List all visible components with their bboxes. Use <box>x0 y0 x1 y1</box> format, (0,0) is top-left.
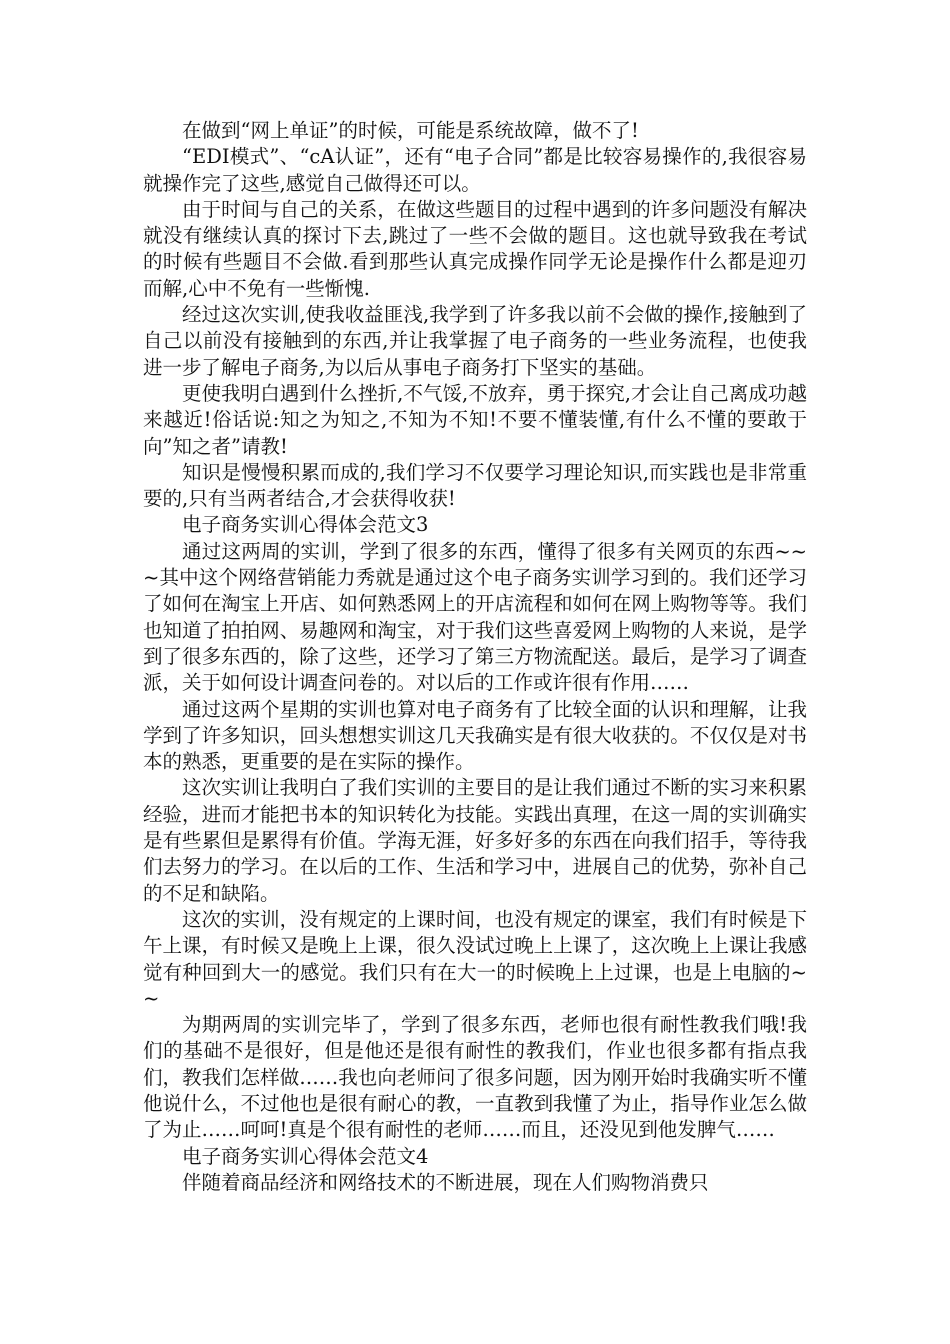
paragraph: 经过这次实训,使我收益匪浅,我学到了许多我以前不会做的操作,接触到了自己以前没有接触到的东西,并让我掌握了电子商务的一些业务流程，也使我进一步了解电子商务,为以后从事电子商务打下坚实的基础。 <box>143 303 807 379</box>
paragraph: 为期两周的实训完毕了，学到了很多东西，老师也很有耐性教我们哦!我们的基础不是很好，但是他还是很有耐性的教我们，作业也很多都有指点我们，教我们怎样做……我也向老师问了很多问题，因为刚开始时我确实听不懂他说什么，不过他也是很有耐心的教，一直教到我懂了为止，指导作业怎么做了为止……呵呵!真是个很有耐性的老师……而且，还没见到他发脾气…… <box>143 1013 807 1142</box>
paragraph: 更使我明白遇到什么挫折,不气馁,不放弃，勇于探究,才会让自己离成功越来越近!俗话说:知之为知之,不知为不知!不要不懂装懂,有什么不懂的要敢于向”知之者”请教! <box>143 381 807 458</box>
paragraph: 通过这两周的实训，学到了很多的东西，懂得了很多有关网页的东西~~~其中这个网络营销能力秀就是通过这个电子商务实训学习到的。我们还学习了如何在淘宝上开店、如何熟悉网上的开店流程和如何在网上购物等等。我们也知道了拍拍网、易趣网和淘宝，对于我们这些喜爱网上购物的人来说，是学到了很多东西的，除了这些，还学习了第三方物流配送。最后，是学习了调查派，关于如何设计调查问卷的。对以后的工作或许很有作用…… <box>143 539 807 695</box>
document-body <box>143 118 807 1196</box>
paragraph: 在做到“网上单证”的时候，可能是系统故障，做不了! <box>182 119 639 142</box>
paragraph: 这次的实训，没有规定的上课时间，也没有规定的课室，我们有时候是下午上课，有时候又是晚上上课，很久没试过晚上上课了，这次晚上上课让我感觉有种回到大一的感觉。我们只有在大一的时候晚上上过课，也是上电脑的~~ <box>143 907 807 1010</box>
section-heading: 电子商务实训心得体会范文4 <box>182 1144 429 1168</box>
paragraph: 伴随着商品经济和网络技术的不断进展，现在人们购物消费只 <box>182 1170 709 1194</box>
paragraph: 知识是慢慢积累而成的,我们学习不仅要学习理论知识,而实践也是非常重要的,只有当两者结合,才会获得收获! <box>143 460 807 511</box>
paragraph: 由于时间与自己的关系，在做这些题目的过程中遇到的许多问题没有解决就没有继续认真的探讨下去,跳过了一些不会做的题目。这也就导致我在考试的时候有些题目不会做.看到那些认真完成操作同学无论是操作什么都是迎刃而解,心中不免有一些惭愧. <box>143 197 807 300</box>
paragraph: “EDI模式”、“cA认证”，还有“电子合同”都是比较容易操作的,我很容易就操作完了这些,感觉自己做得还可以。 <box>143 145 807 195</box>
paragraph: 这次实训让我明白了我们实训的主要目的是让我们通过不断的实习来积累经验，进而才能把书本的知识转化为技能。实践出真理，在这一周的实训确实是有些累但是累得有价值。学海无涯，好多好多的东西在向我们招手，等待我们去努力的学习。在以后的工作、生活和学习中，进展自己的优势，弥补自己的不足和缺陷。 <box>143 776 807 905</box>
paragraph: 通过这两个星期的实训也算对电子商务有了比较全面的认识和理解，让我学到了许多知识，回头想想实训这几天我确实是有很大收获的。不仅仅是对书本的熟悉，更重要的是在实际的操作。 <box>143 697 807 774</box>
section-heading: 电子商务实训心得体会范文3 <box>182 513 429 537</box>
